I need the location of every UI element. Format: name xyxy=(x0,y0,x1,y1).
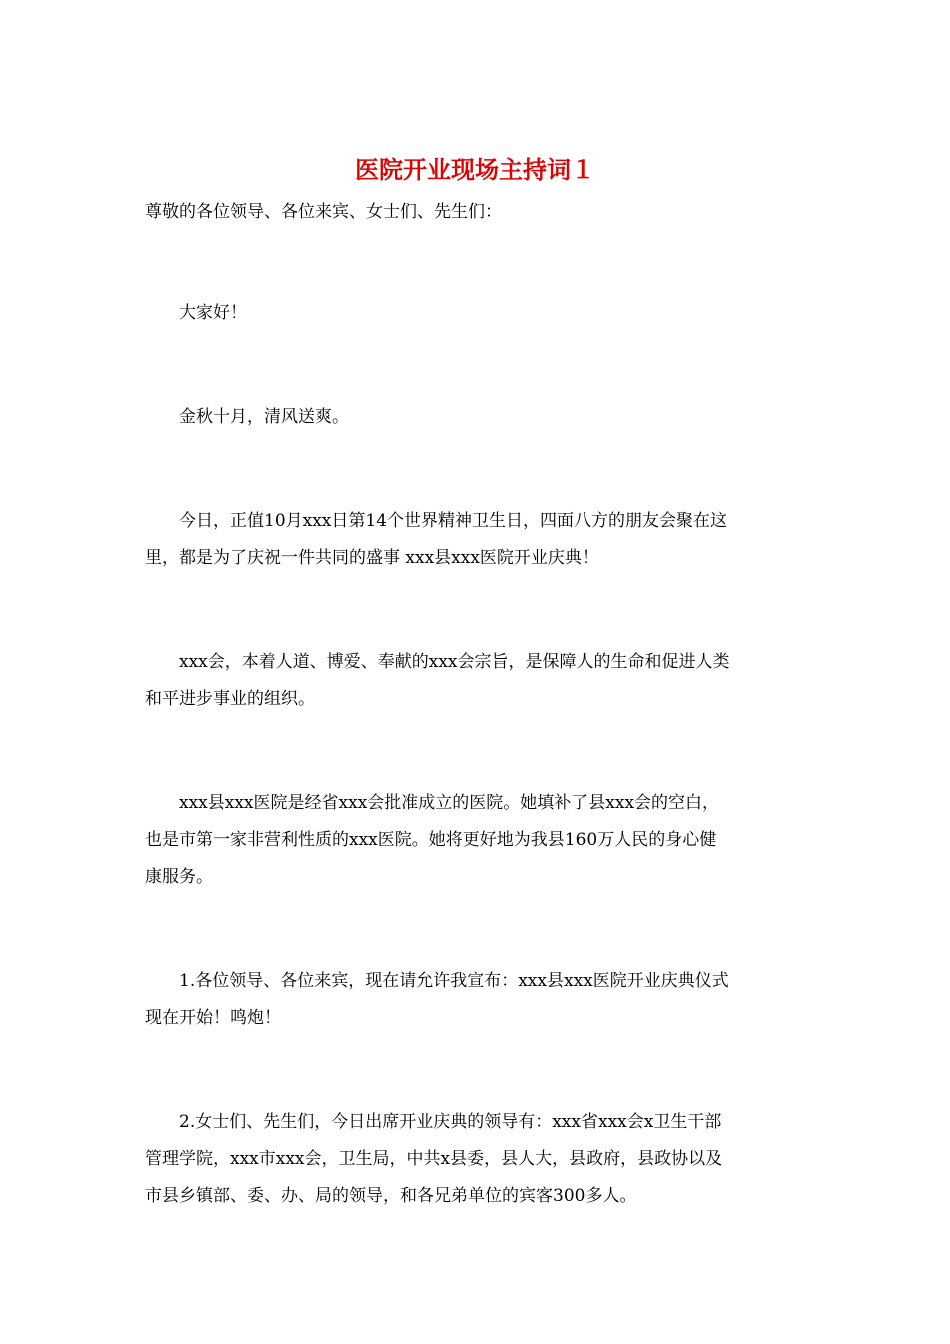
paragraph-guests xyxy=(145,1104,805,1215)
paragraph-line: 和平进步事业的组织。 xyxy=(145,689,315,709)
paragraph-line: 现在开始！鸣炮！ xyxy=(145,1008,281,1028)
paragraph-hospital xyxy=(145,785,805,896)
paragraph-announcement xyxy=(145,963,805,1037)
paragraph-line: 市县乡镇部、委、办、局的领导，和各兄弟单位的宾客300多人。 xyxy=(145,1186,637,1206)
paragraph-line: 2.女士们、先生们，今日出席开业庆典的领导有：xxx省xxx会x卫生干部 xyxy=(145,1112,722,1132)
paragraph-organization xyxy=(145,644,805,718)
paragraph-line: 也是市第一家非营利性质的xxx医院。她将更好地为我县160万人民的身心健 xyxy=(145,830,717,850)
paragraph-hello xyxy=(145,295,805,332)
paragraph-line: xxx县xxx医院是经省xxx会批准成立的医院。她填补了县xxx会的空白， xyxy=(145,793,720,813)
paragraph-line: 里，都是为了庆祝一件共同的盛事 xxx县xxx医院开业庆典！ xyxy=(145,548,599,568)
paragraph-line: 管理学院，xxx市xxx会，卫生局，中共x县委，县人大，县政府，县政协以及 xyxy=(145,1149,723,1169)
paragraph-line: 尊敬的各位领导、各位来宾、女士们、先生们： xyxy=(145,202,502,222)
paragraph-line: 大家好！ xyxy=(145,303,247,323)
paragraph-autumn xyxy=(145,399,805,436)
paragraph-line: 今日，正值10月xxx日第14个世界精神卫生日，四面八方的朋友会聚在这 xyxy=(145,511,728,531)
paragraph-line: xxx会，本着人道、博爱、奉献的xxx会宗旨，是保障人的生命和促进人类 xyxy=(145,652,730,672)
paragraph-line: 康服务。 xyxy=(145,867,213,887)
paragraph-occasion xyxy=(145,503,805,577)
document-title: 医院开业现场主持词１ xyxy=(355,155,595,184)
paragraph-greeting xyxy=(145,194,805,231)
paragraph-line: 金秋十月，清风送爽。 xyxy=(145,407,349,427)
paragraph-line: 1.各位领导、各位来宾，现在请允许我宣布：xxx县xxx医院开业庆典仪式 xyxy=(145,971,729,991)
